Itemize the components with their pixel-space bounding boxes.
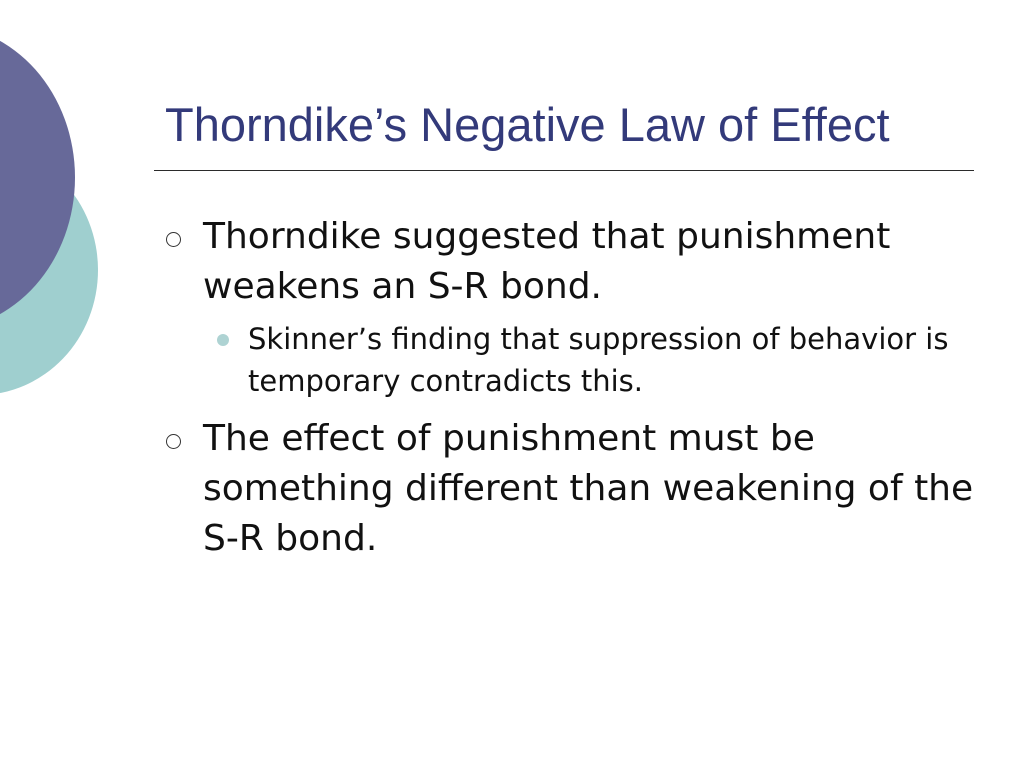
slide-title: Thorndike’s Negative Law of Effect	[165, 98, 890, 151]
hollow-circle-bullet-icon	[166, 232, 181, 247]
sub-bullet-text: Skinner’s finding that suppression of behavior is temporary contradicts this.	[248, 322, 949, 398]
hollow-circle-bullet-icon	[166, 434, 181, 449]
bullet-text: Thorndike suggested that punishment weakens an S-R bond.	[203, 216, 891, 307]
bullet-text: The effect of punishment must be something different than weakening of the S-R bond.	[203, 418, 974, 559]
bullet-item	[160, 414, 980, 564]
title-divider	[154, 170, 974, 171]
slide-body	[160, 212, 980, 568]
bullet-item	[160, 212, 980, 312]
filled-dot-bullet-icon	[217, 334, 229, 346]
sub-bullet-item	[160, 318, 980, 402]
